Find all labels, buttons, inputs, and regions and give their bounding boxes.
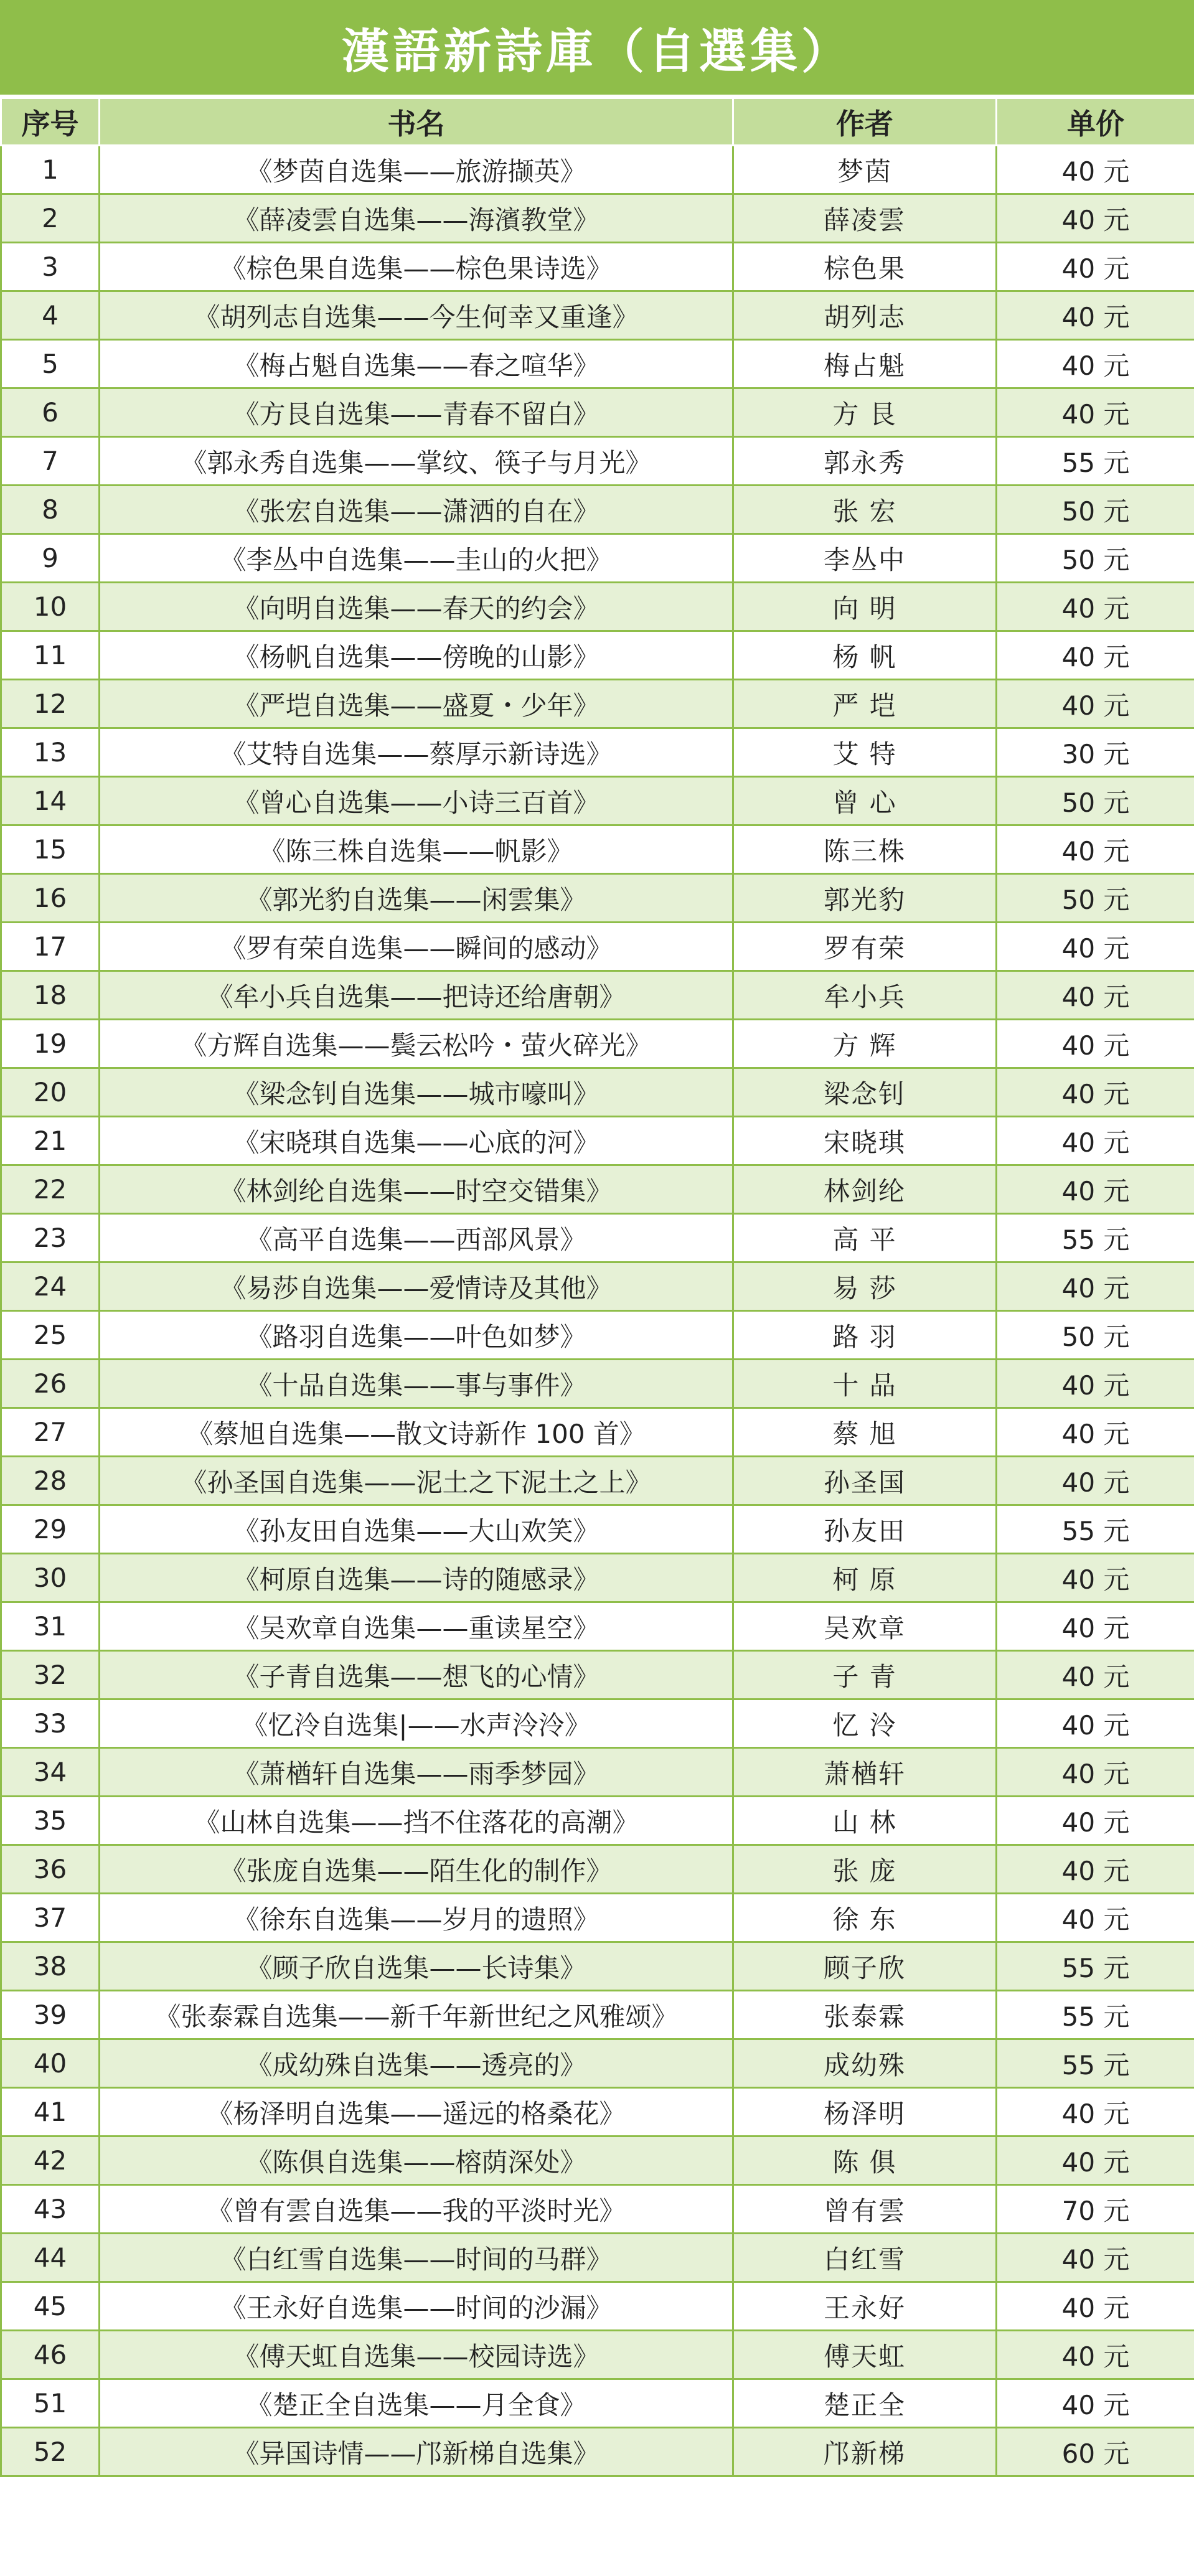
cell-title: 《林剑纶自选集——时空交错集》 — [100, 1165, 733, 1214]
table-row — [1, 1020, 1194, 1068]
cell-price: 40 元 — [997, 2331, 1194, 2379]
cell-no: 42 — [1, 2136, 100, 2185]
cell-price: 40 元 — [997, 971, 1194, 1020]
cell-author: 顾子欣 — [733, 1942, 997, 1991]
table-row — [1, 1165, 1194, 1214]
cell-price: 50 元 — [997, 486, 1194, 534]
table-row — [1, 825, 1194, 874]
cell-no: 46 — [1, 2331, 100, 2379]
cell-price: 40 元 — [997, 1020, 1194, 1068]
header-no: 序号 — [1, 98, 100, 146]
cell-author: 张 庞 — [733, 1845, 997, 1894]
table-row — [1, 2428, 1194, 2476]
table-row — [1, 1651, 1194, 1699]
cell-author: 棕色果 — [733, 243, 997, 291]
cell-price: 70 元 — [997, 2185, 1194, 2234]
cell-no: 29 — [1, 1505, 100, 1554]
cell-price: 40 元 — [997, 2136, 1194, 2185]
cell-author: 艾 特 — [733, 728, 997, 777]
cell-author: 梅占魁 — [733, 340, 997, 388]
cell-price: 40 元 — [997, 2282, 1194, 2331]
cell-author: 杨泽明 — [733, 2088, 997, 2136]
table-row — [1, 146, 1194, 194]
table-row — [1, 291, 1194, 340]
cell-no: 31 — [1, 1602, 100, 1651]
cell-no: 30 — [1, 1554, 100, 1602]
cell-price: 40 元 — [997, 1408, 1194, 1457]
table-row — [1, 1311, 1194, 1360]
cell-title: 《异国诗情——邝新梯自选集》 — [100, 2428, 733, 2476]
table-row — [1, 194, 1194, 243]
cell-author: 山 林 — [733, 1797, 997, 1845]
cell-no: 19 — [1, 1020, 100, 1068]
cell-title: 《杨泽明自选集——遥远的格桑花》 — [100, 2088, 733, 2136]
cell-price: 40 元 — [997, 583, 1194, 631]
cell-title: 《徐东自选集——岁月的遗照》 — [100, 1894, 733, 1942]
cell-price: 40 元 — [997, 1117, 1194, 1165]
cell-price: 40 元 — [997, 1797, 1194, 1845]
cell-title: 《牟小兵自选集——把诗还给唐朝》 — [100, 971, 733, 1020]
cell-no: 36 — [1, 1845, 100, 1894]
cell-author: 薛凌雲 — [733, 194, 997, 243]
cell-title: 《杨帆自选集——傍晚的山影》 — [100, 631, 733, 680]
cell-title: 《路羽自选集——叶色如梦》 — [100, 1311, 733, 1360]
cell-title: 《向明自选集——春天的约会》 — [100, 583, 733, 631]
cell-no: 28 — [1, 1457, 100, 1505]
cell-no: 15 — [1, 825, 100, 874]
table-header-row — [1, 98, 1194, 146]
cell-no: 2 — [1, 194, 100, 243]
cell-title: 《梦茵自选集——旅游撷英》 — [100, 146, 733, 194]
cell-author: 易 莎 — [733, 1262, 997, 1311]
table-row — [1, 1117, 1194, 1165]
table-row — [1, 1214, 1194, 1262]
table-row — [1, 1602, 1194, 1651]
cell-price: 40 元 — [997, 1068, 1194, 1117]
cell-no: 8 — [1, 486, 100, 534]
book-table — [0, 97, 1194, 2477]
cell-author: 方 辉 — [733, 1020, 997, 1068]
cell-author: 向 明 — [733, 583, 997, 631]
table-row — [1, 1797, 1194, 1845]
page-title: 漢語新詩庫（自選集） — [342, 23, 852, 79]
cell-title: 《郭光豹自选集——闲雲集》 — [100, 874, 733, 923]
header-title: 书名 — [100, 98, 733, 146]
table-row — [1, 1845, 1194, 1894]
cell-price: 40 元 — [997, 291, 1194, 340]
cell-price: 40 元 — [997, 1845, 1194, 1894]
table-row — [1, 971, 1194, 1020]
cell-price: 40 元 — [997, 1894, 1194, 1942]
cell-title: 《梁念钊自选集——城市嚎叫》 — [100, 1068, 733, 1117]
cell-no: 12 — [1, 680, 100, 728]
cell-author: 罗有荣 — [733, 923, 997, 971]
cell-no: 4 — [1, 291, 100, 340]
cell-price: 40 元 — [997, 1602, 1194, 1651]
table-body — [1, 146, 1194, 2476]
cell-no: 9 — [1, 534, 100, 583]
cell-no: 41 — [1, 2088, 100, 2136]
cell-no: 22 — [1, 1165, 100, 1214]
cell-title: 《张庞自选集——陌生化的制作》 — [100, 1845, 733, 1894]
table-row — [1, 680, 1194, 728]
table-row — [1, 728, 1194, 777]
cell-no: 10 — [1, 583, 100, 631]
cell-no: 32 — [1, 1651, 100, 1699]
table-row — [1, 243, 1194, 291]
table-row — [1, 388, 1194, 437]
cell-title: 《宋晓琪自选集——心底的河》 — [100, 1117, 733, 1165]
cell-price: 55 元 — [997, 1991, 1194, 2039]
cell-price: 40 元 — [997, 194, 1194, 243]
cell-author: 李丛中 — [733, 534, 997, 583]
cell-price: 40 元 — [997, 1360, 1194, 1408]
cell-price: 40 元 — [997, 680, 1194, 728]
cell-no: 13 — [1, 728, 100, 777]
cell-author: 楚正全 — [733, 2379, 997, 2428]
cell-no: 16 — [1, 874, 100, 923]
table-row — [1, 2331, 1194, 2379]
cell-no: 43 — [1, 2185, 100, 2234]
cell-no: 39 — [1, 1991, 100, 2039]
cell-author: 王永好 — [733, 2282, 997, 2331]
cell-no: 38 — [1, 1942, 100, 1991]
cell-title: 《子青自选集——想飞的心情》 — [100, 1651, 733, 1699]
cell-title: 《陈俱自选集——榕荫深处》 — [100, 2136, 733, 2185]
cell-price: 55 元 — [997, 2039, 1194, 2088]
cell-author: 张泰霖 — [733, 1991, 997, 2039]
cell-title: 《十品自选集——事与事件》 — [100, 1360, 733, 1408]
cell-author: 高 平 — [733, 1214, 997, 1262]
cell-author: 陈三株 — [733, 825, 997, 874]
cell-price: 50 元 — [997, 534, 1194, 583]
cell-title: 《严垲自选集——盛夏・少年》 — [100, 680, 733, 728]
cell-author: 曾有雲 — [733, 2185, 997, 2234]
cell-title: 《易莎自选集——爱情诗及其他》 — [100, 1262, 733, 1311]
cell-no: 37 — [1, 1894, 100, 1942]
cell-price: 40 元 — [997, 146, 1194, 194]
cell-no: 21 — [1, 1117, 100, 1165]
cell-author: 子 青 — [733, 1651, 997, 1699]
cell-price: 60 元 — [997, 2428, 1194, 2476]
cell-no: 14 — [1, 777, 100, 825]
cell-no: 11 — [1, 631, 100, 680]
cell-author: 白红雪 — [733, 2234, 997, 2282]
cell-author: 萧楢轩 — [733, 1748, 997, 1797]
header-author: 作者 — [733, 98, 997, 146]
cell-price: 50 元 — [997, 874, 1194, 923]
cell-title: 《艾特自选集——蔡厚示新诗选》 — [100, 728, 733, 777]
cell-title: 《山林自选集——挡不住落花的高潮》 — [100, 1797, 733, 1845]
cell-author: 孙圣国 — [733, 1457, 997, 1505]
cell-title: 《吴欢章自选集——重读星空》 — [100, 1602, 733, 1651]
cell-author: 方 艮 — [733, 388, 997, 437]
cell-no: 45 — [1, 2282, 100, 2331]
cell-title: 《孙友田自选集——大山欢笑》 — [100, 1505, 733, 1554]
table-row — [1, 1457, 1194, 1505]
table-row — [1, 2039, 1194, 2088]
cell-author: 张 宏 — [733, 486, 997, 534]
cell-price: 40 元 — [997, 340, 1194, 388]
table-row — [1, 583, 1194, 631]
cell-no: 35 — [1, 1797, 100, 1845]
cell-title: 《棕色果自选集——棕色果诗选》 — [100, 243, 733, 291]
cell-title: 《陈三株自选集——帆影》 — [100, 825, 733, 874]
cell-title: 《蔡旭自选集——散文诗新作 100 首》 — [100, 1408, 733, 1457]
cell-price: 40 元 — [997, 2234, 1194, 2282]
cell-author: 柯 原 — [733, 1554, 997, 1602]
cell-no: 18 — [1, 971, 100, 1020]
cell-title: 《李丛中自选集——圭山的火把》 — [100, 534, 733, 583]
table-row — [1, 1748, 1194, 1797]
cell-author: 成幼殊 — [733, 2039, 997, 2088]
cell-no: 26 — [1, 1360, 100, 1408]
cell-title: 《楚正全自选集——月全食》 — [100, 2379, 733, 2428]
table-row — [1, 2088, 1194, 2136]
cell-price: 40 元 — [997, 388, 1194, 437]
table-row — [1, 1942, 1194, 1991]
table-row — [1, 2234, 1194, 2282]
table-row — [1, 340, 1194, 388]
cell-author: 十 品 — [733, 1360, 997, 1408]
cell-title: 《方辉自选集——鬓云松吟・萤火碎光》 — [100, 1020, 733, 1068]
cell-price: 50 元 — [997, 777, 1194, 825]
cell-author: 曾 心 — [733, 777, 997, 825]
cell-title: 《王永好自选集——时间的沙漏》 — [100, 2282, 733, 2331]
cell-author: 吴欢章 — [733, 1602, 997, 1651]
cell-title: 《顾子欣自选集——长诗集》 — [100, 1942, 733, 1991]
cell-author: 严 垲 — [733, 680, 997, 728]
cell-title: 《张宏自选集——潇洒的自在》 — [100, 486, 733, 534]
cell-title: 《忆泠自选集|——水声泠泠》 — [100, 1699, 733, 1748]
table-row — [1, 1068, 1194, 1117]
cell-price: 40 元 — [997, 2379, 1194, 2428]
cell-no: 3 — [1, 243, 100, 291]
cell-price: 40 元 — [997, 825, 1194, 874]
cell-author: 陈 俱 — [733, 2136, 997, 2185]
cell-price: 40 元 — [997, 1554, 1194, 1602]
cell-no: 52 — [1, 2428, 100, 2476]
cell-author: 忆 泠 — [733, 1699, 997, 1748]
cell-price: 40 元 — [997, 243, 1194, 291]
cell-title: 《白红雪自选集——时间的马群》 — [100, 2234, 733, 2282]
cell-no: 20 — [1, 1068, 100, 1117]
cell-price: 40 元 — [997, 1699, 1194, 1748]
table-row — [1, 777, 1194, 825]
cell-price: 40 元 — [997, 923, 1194, 971]
cell-author: 林剑纶 — [733, 1165, 997, 1214]
cell-no: 25 — [1, 1311, 100, 1360]
cell-title: 《罗有荣自选集——瞬间的感动》 — [100, 923, 733, 971]
cell-author: 傅天虹 — [733, 2331, 997, 2379]
header-price: 单价 — [997, 98, 1194, 146]
cell-author: 蔡 旭 — [733, 1408, 997, 1457]
cell-title: 《薛凌雲自选集——海濱教堂》 — [100, 194, 733, 243]
table-row — [1, 923, 1194, 971]
cell-title: 《傅天虹自选集——校园诗选》 — [100, 2331, 733, 2379]
cell-no: 44 — [1, 2234, 100, 2282]
cell-price: 30 元 — [997, 728, 1194, 777]
cell-author: 胡列志 — [733, 291, 997, 340]
cell-price: 40 元 — [997, 631, 1194, 680]
cell-title: 《萧楢轩自选集——雨季梦园》 — [100, 1748, 733, 1797]
cell-author: 路 羽 — [733, 1311, 997, 1360]
cell-no: 7 — [1, 437, 100, 486]
cell-author: 梁念钊 — [733, 1068, 997, 1117]
table-row — [1, 486, 1194, 534]
cell-no: 27 — [1, 1408, 100, 1457]
cell-title: 《孙圣国自选集——泥土之下泥土之上》 — [100, 1457, 733, 1505]
table-row — [1, 534, 1194, 583]
cell-price: 40 元 — [997, 1165, 1194, 1214]
cell-price: 55 元 — [997, 1505, 1194, 1554]
cell-author: 牟小兵 — [733, 971, 997, 1020]
cell-author: 宋晓琪 — [733, 1117, 997, 1165]
cell-author: 徐 东 — [733, 1894, 997, 1942]
cell-price: 55 元 — [997, 1214, 1194, 1262]
table-row — [1, 2379, 1194, 2428]
cell-no: 34 — [1, 1748, 100, 1797]
cell-no: 23 — [1, 1214, 100, 1262]
table-row — [1, 1991, 1194, 2039]
cell-no: 6 — [1, 388, 100, 437]
cell-title: 《郭永秀自选集——掌纹、筷子与月光》 — [100, 437, 733, 486]
cell-price: 40 元 — [997, 1262, 1194, 1311]
table-row — [1, 1408, 1194, 1457]
table-row — [1, 2282, 1194, 2331]
cell-price: 40 元 — [997, 2088, 1194, 2136]
cell-title: 《曾有雲自选集——我的平淡时光》 — [100, 2185, 733, 2234]
cell-no: 5 — [1, 340, 100, 388]
cell-price: 55 元 — [997, 437, 1194, 486]
cell-title: 《成幼殊自选集——透亮的》 — [100, 2039, 733, 2088]
cell-no: 1 — [1, 146, 100, 194]
table-row — [1, 874, 1194, 923]
cell-no: 24 — [1, 1262, 100, 1311]
table-row — [1, 1505, 1194, 1554]
table-row — [1, 1360, 1194, 1408]
table-row — [1, 2185, 1194, 2234]
title-bar — [0, 0, 1194, 97]
cell-author: 郭永秀 — [733, 437, 997, 486]
cell-title: 《曾心自选集——小诗三百首》 — [100, 777, 733, 825]
table-row — [1, 437, 1194, 486]
cell-title: 《胡列志自选集——今生何幸又重逢》 — [100, 291, 733, 340]
cell-author: 梦茵 — [733, 146, 997, 194]
cell-title: 《高平自选集——西部风景》 — [100, 1214, 733, 1262]
cell-price: 55 元 — [997, 1942, 1194, 1991]
cell-author: 邝新梯 — [733, 2428, 997, 2476]
cell-author: 孙友田 — [733, 1505, 997, 1554]
cell-no: 51 — [1, 2379, 100, 2428]
table-row — [1, 1894, 1194, 1942]
table-row — [1, 631, 1194, 680]
cell-author: 郭光豹 — [733, 874, 997, 923]
cell-no: 17 — [1, 923, 100, 971]
cell-author: 杨 帆 — [733, 631, 997, 680]
cell-title: 《方艮自选集——青春不留白》 — [100, 388, 733, 437]
cell-title: 《张泰霖自选集——新千年新世纪之风雅颂》 — [100, 1991, 733, 2039]
cell-price: 50 元 — [997, 1311, 1194, 1360]
table-row — [1, 2136, 1194, 2185]
table-row — [1, 1262, 1194, 1311]
cell-title: 《梅占魁自选集——春之喧华》 — [100, 340, 733, 388]
cell-no: 40 — [1, 2039, 100, 2088]
table-row — [1, 1699, 1194, 1748]
cell-title: 《柯原自选集——诗的随感录》 — [100, 1554, 733, 1602]
table-row — [1, 1554, 1194, 1602]
cell-no: 33 — [1, 1699, 100, 1748]
cell-price: 40 元 — [997, 1748, 1194, 1797]
cell-price: 40 元 — [997, 1651, 1194, 1699]
cell-price: 40 元 — [997, 1457, 1194, 1505]
